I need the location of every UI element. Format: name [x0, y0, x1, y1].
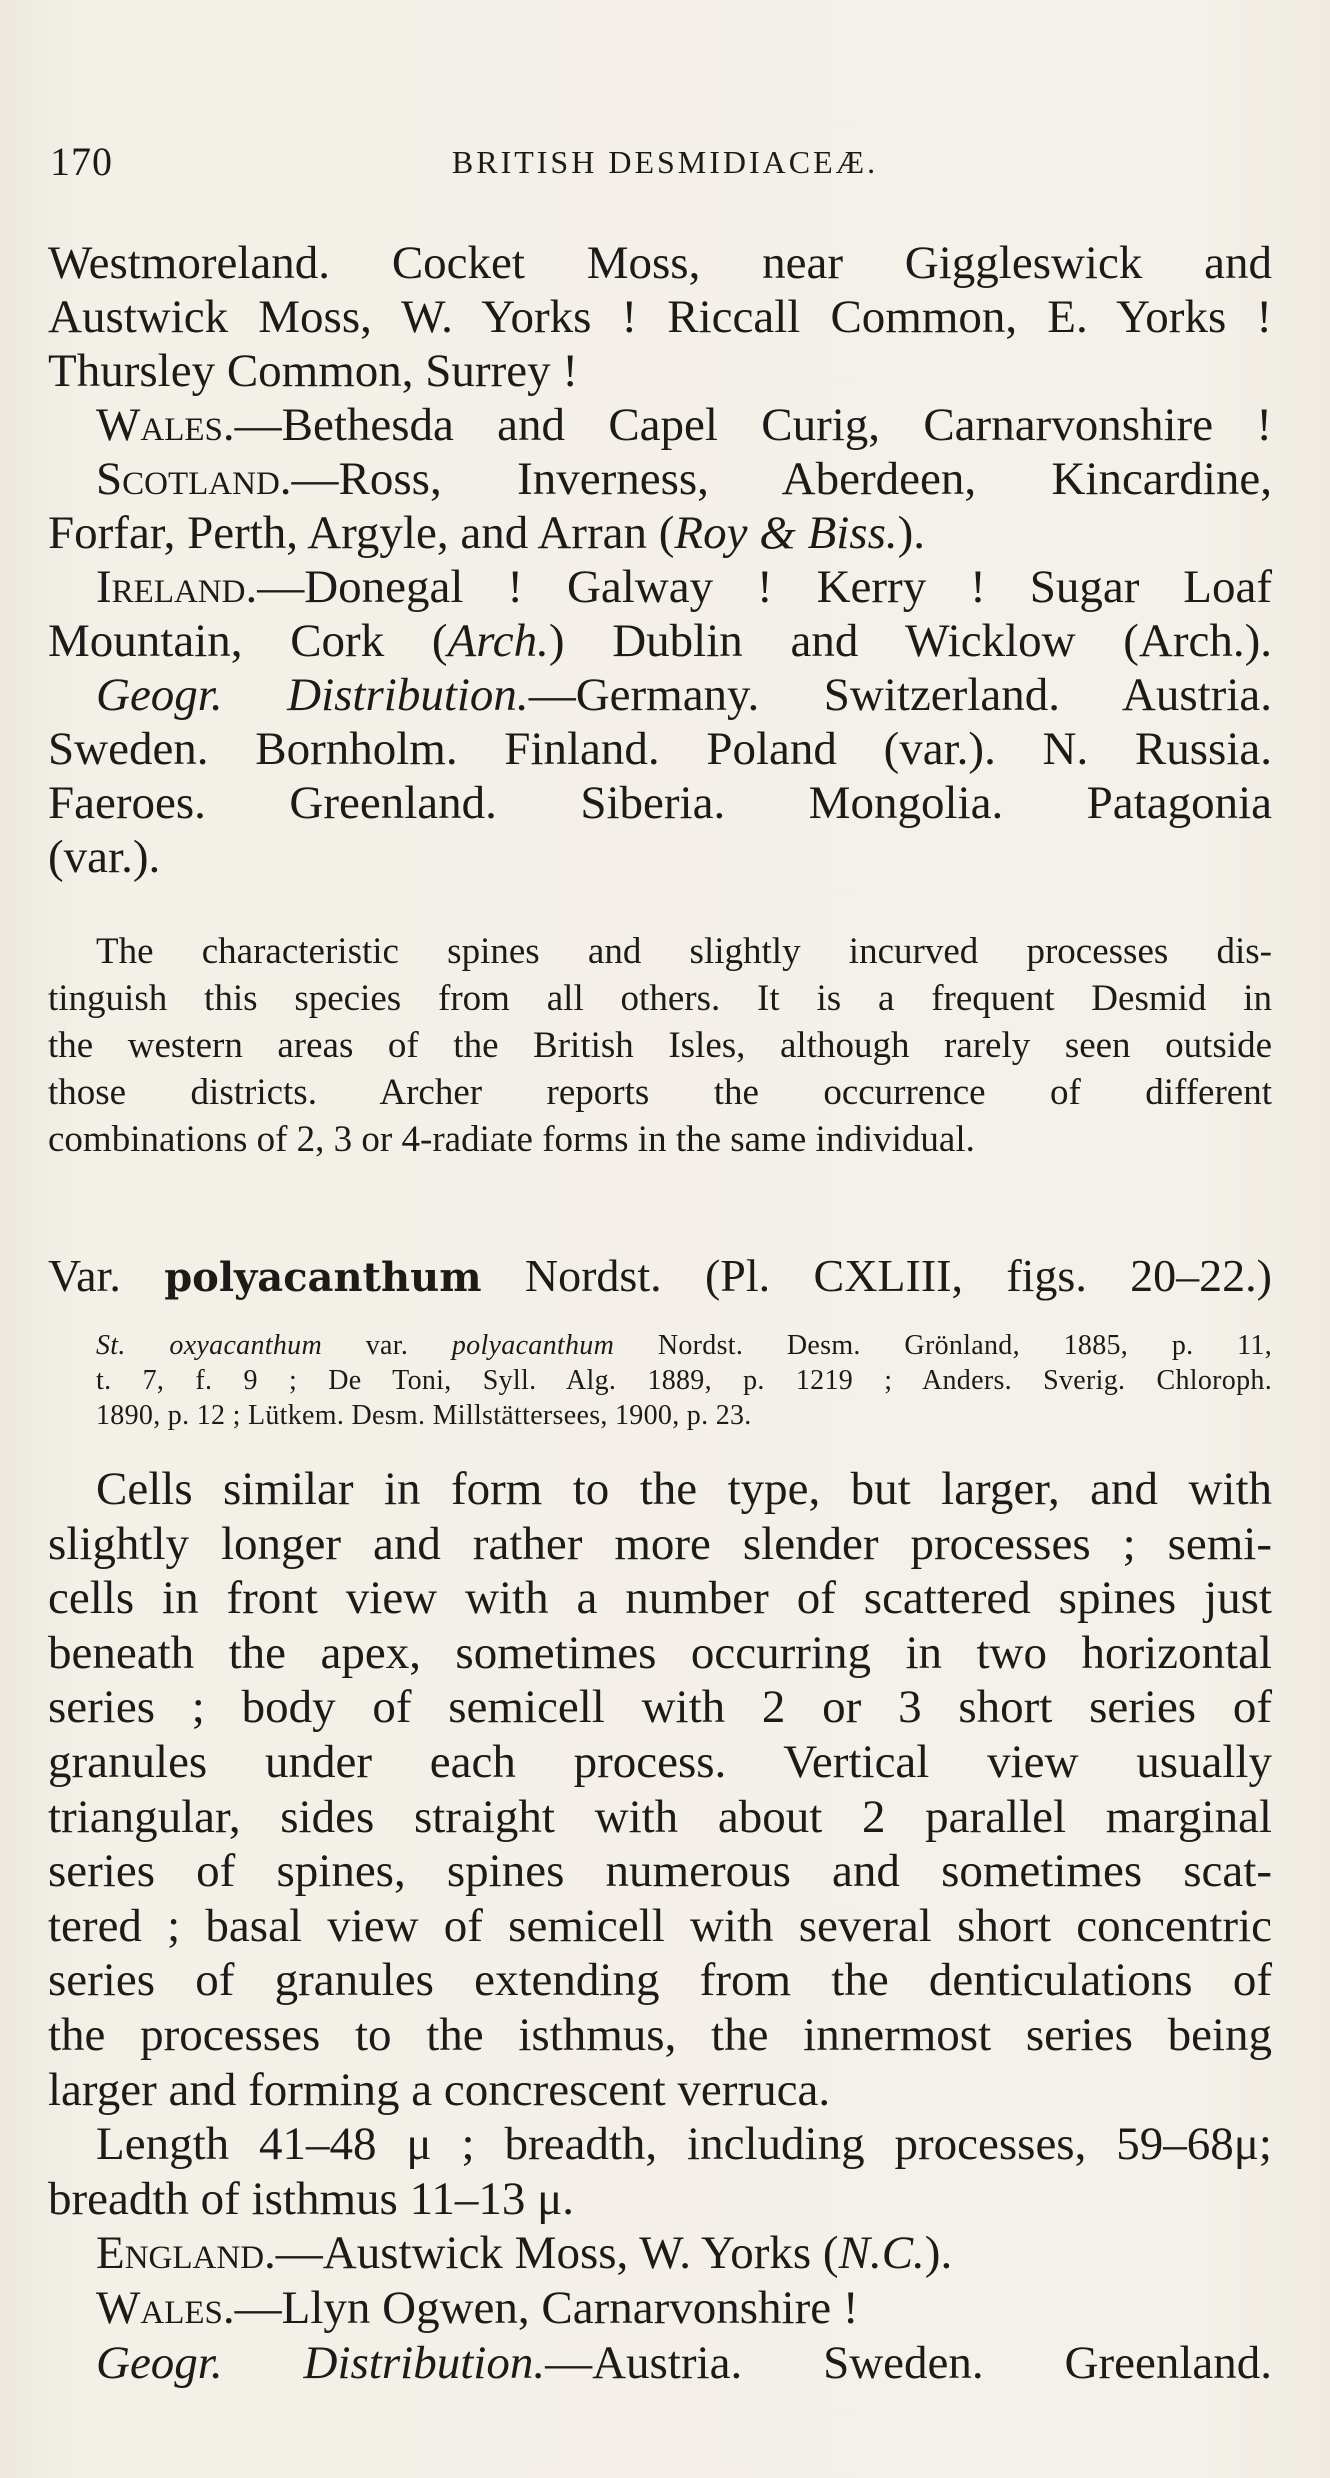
text-line	[48, 975, 1272, 1022]
text-line	[48, 830, 1272, 884]
text-line	[48, 560, 1272, 614]
line-text: var.	[322, 1330, 452, 1361]
synonymy-line	[96, 1328, 1272, 1363]
italic-citation: Roy & Biss.	[674, 507, 898, 559]
line-text: tinguish this species from all others. It is a frequent Desmid in	[48, 978, 1272, 1019]
variety-name: polyacanthum	[164, 1254, 482, 1301]
line-text: Westmoreland. Cocket Moss, near Giggleswick and	[48, 237, 1272, 289]
section-label: Geogr. Distribution.	[96, 2336, 546, 2389]
line-text: slightly longer and rather more slender processes ; semi-	[48, 1517, 1272, 1570]
line-text: the western areas of the British Isles, although rarely seen outside	[48, 1025, 1272, 1066]
page-header	[50, 138, 1280, 188]
text-line	[48, 2226, 1272, 2281]
region-label: Scotland.	[96, 453, 292, 505]
species-name: St. oxyacanthum	[96, 1330, 322, 1361]
italic-citation: N.C.	[838, 2227, 925, 2280]
variety-prefix: Var.	[48, 1250, 121, 1301]
text-line	[48, 2336, 1272, 2391]
variety-name-italic: polyacanthum	[451, 1330, 615, 1361]
line-text: The characteristic spines and slightly incurved processes dis-	[96, 931, 1272, 972]
line-text: —Austria. Sweden. Greenland.	[545, 2336, 1272, 2389]
section-label: Geogr. Distribution.	[96, 669, 529, 721]
line-text: —Austwick Moss, W. Yorks (	[275, 2227, 839, 2280]
line-text: tered ; basal view of semicell with several short concentric	[48, 1899, 1272, 1952]
line-text: —Ross, Inverness, Aberdeen, Kincardine,	[291, 453, 1272, 505]
text-line	[48, 1116, 1272, 1163]
text-line	[48, 2117, 1272, 2172]
variety-author: Nordst.	[524, 1250, 662, 1301]
line-text: triangular, sides straight with about 2 parallel marginal	[48, 1790, 1272, 1843]
line-text: (var.).	[48, 831, 161, 883]
variety-plate-reference: (Pl. CXLIII, figs. 20–22.)	[704, 1250, 1272, 1301]
variety-heading	[48, 1248, 1272, 1306]
text-line	[48, 1790, 1272, 1845]
line-text: larger and forming a concrescent verruca.	[48, 2063, 831, 2116]
line-text: Length 41–48 μ ; breadth, including processes, 59–68μ;	[96, 2118, 1272, 2171]
line-text: series of granules extending from the denticulations of	[48, 1954, 1272, 2007]
text-line	[48, 344, 1272, 398]
text-line	[48, 1571, 1272, 1626]
text-line	[48, 1680, 1272, 1735]
distribution-paragraph	[48, 236, 1272, 884]
line-text-tail: ).	[897, 507, 926, 559]
line-text: Forfar, Perth, Argyle, and Arran (	[48, 507, 675, 559]
line-text: the processes to the isthmus, the innermost series being	[48, 2008, 1272, 2061]
text-line	[48, 1069, 1272, 1116]
variety-description	[48, 1462, 1272, 2390]
citation-text: Nordst. Desm. Grönland, 1885, p. 11,	[614, 1330, 1273, 1361]
text-line	[48, 1517, 1272, 1572]
region-label: Wales.	[96, 2281, 235, 2334]
text-line	[48, 722, 1272, 776]
line-text-tail: ) Dublin and Wicklow (Arch.).	[548, 615, 1272, 667]
text-line	[48, 1626, 1272, 1681]
region-label: Wales.	[96, 399, 235, 451]
remarks-paragraph	[48, 928, 1272, 1163]
text-line	[48, 2281, 1272, 2336]
text-line	[48, 1844, 1272, 1899]
region-label: England.	[96, 2227, 276, 2280]
text-line	[48, 668, 1272, 722]
line-text: series ; body of semicell with 2 or 3 short series of	[48, 1681, 1272, 1734]
text-line	[48, 2063, 1272, 2118]
line-text: beneath the apex, sometimes occurring in two horizontal	[48, 1626, 1272, 1679]
text-line	[48, 1735, 1272, 1790]
text-line	[48, 290, 1272, 344]
citation-text: t. 7, f. 9 ; De Toni, Syll. Alg. 1889, p. 1219 ; Anders. Sverig. Chloroph.	[96, 1365, 1272, 1396]
line-text: —Bethesda and Capel Curig, Carnarvonshire !	[234, 399, 1272, 451]
line-text: Sweden. Bornholm. Finland. Poland (var.). N. Russia.	[48, 723, 1272, 775]
text-line	[48, 2008, 1272, 2063]
line-text: Faeroes. Greenland. Siberia. Mongolia. Patagonia	[48, 777, 1272, 829]
page-number: 170	[50, 139, 113, 184]
line-text: —Llyn Ogwen, Carnarvonshire !	[234, 2281, 859, 2334]
line-text: combinations of 2, 3 or 4-radiate forms in the same individual.	[48, 1119, 975, 1160]
text-line	[48, 398, 1272, 452]
line-text: cells in front view with a number of scattered spines just	[48, 1572, 1272, 1625]
line-text: Thursley Common, Surrey !	[48, 345, 578, 397]
line-text: granules under each process. Vertical view usually	[48, 1735, 1272, 1788]
line-text: breadth of isthmus 11–13 μ.	[48, 2172, 575, 2225]
line-text: —Germany. Switzerland. Austria.	[528, 669, 1272, 721]
line-text: Cells similar in form to the type, but larger, and with	[96, 1463, 1272, 1515]
text-line	[48, 928, 1272, 975]
text-line	[48, 1953, 1272, 2008]
synonymy-line	[96, 1363, 1272, 1398]
text-line	[48, 236, 1272, 290]
running-head: BRITISH DESMIDIACEÆ.	[451, 144, 879, 180]
text-line	[48, 776, 1272, 830]
line-text-tail: ).	[924, 2227, 953, 2280]
text-line	[48, 1462, 1272, 1517]
region-label: Ireland.	[96, 561, 258, 613]
line-text: Mountain, Cork (	[48, 615, 448, 667]
synonymy-list	[96, 1328, 1272, 1433]
line-text: —Donegal ! Galway ! Kerry ! Sugar Loaf	[257, 561, 1272, 613]
line-text: those districts. Archer reports the occurrence of different	[48, 1072, 1272, 1113]
text-line	[48, 1022, 1272, 1069]
text-line	[48, 1899, 1272, 1954]
line-text: series of spines, spines numerous and sometimes scat-	[48, 1845, 1272, 1898]
line-text: Austwick Moss, W. Yorks ! Riccall Common, E. Yorks !	[48, 291, 1272, 343]
italic-citation: Arch.	[447, 615, 549, 667]
synonymy-line	[96, 1398, 1272, 1433]
citation-text: 1890, p. 12 ; Lütkem. Desm. Millstättersees, 1900, p. 23.	[96, 1400, 752, 1431]
text-line	[48, 614, 1272, 668]
text-line	[48, 2172, 1272, 2227]
text-line	[48, 452, 1272, 506]
text-line	[48, 506, 1272, 560]
